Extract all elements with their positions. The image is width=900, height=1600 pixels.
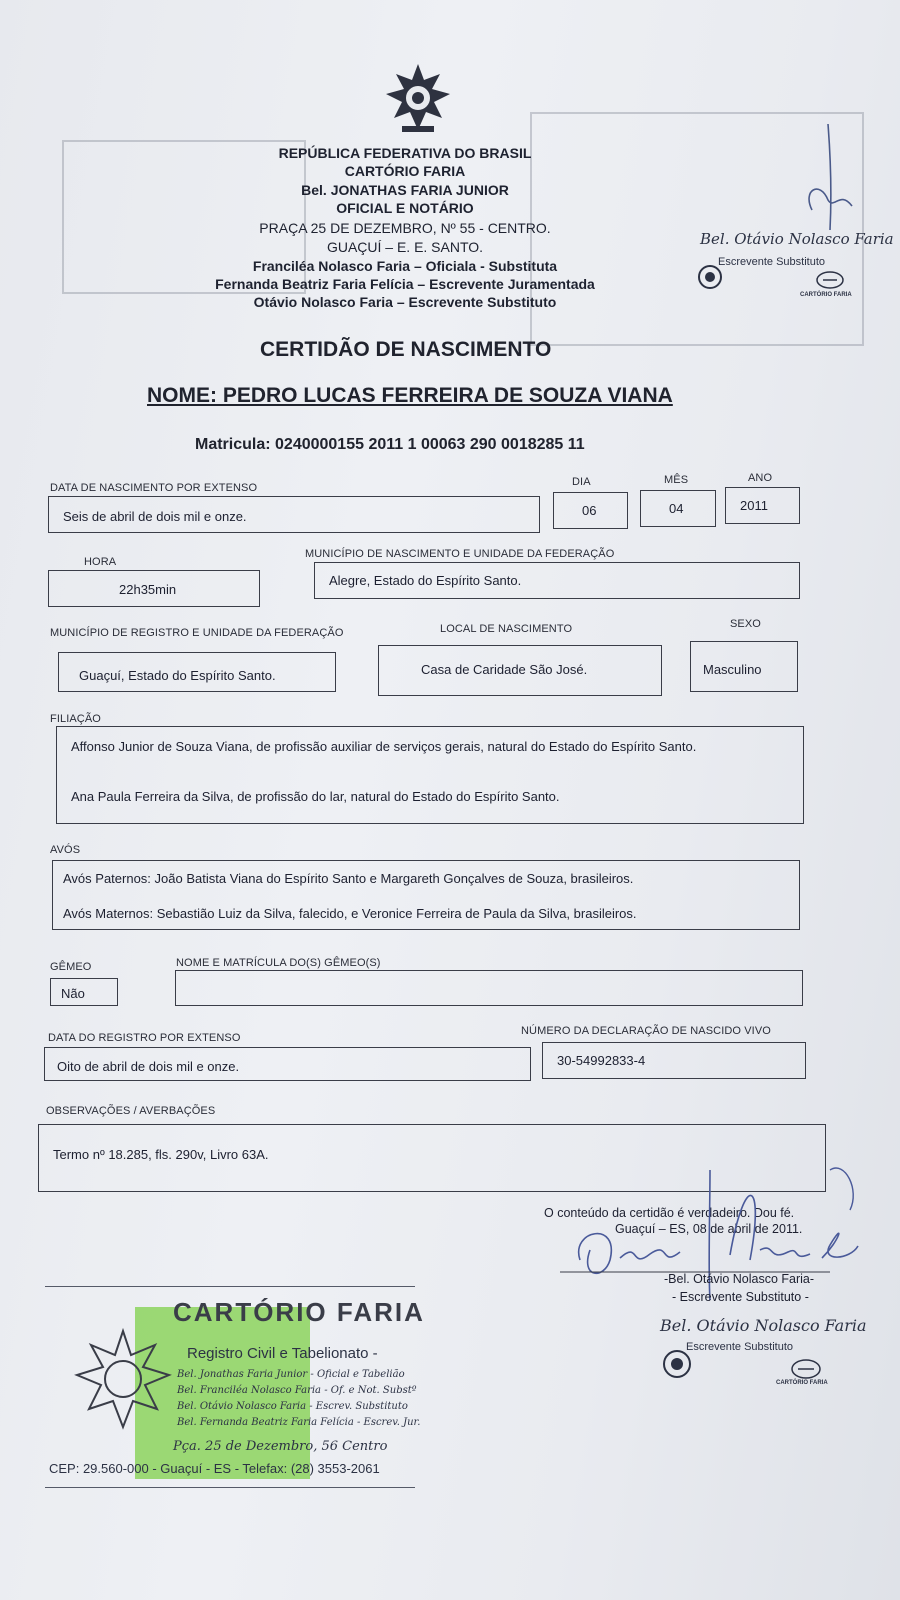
stamp-subtitle: Registro Civil e Tabelionato - [187, 1345, 378, 1362]
top-stamp-name: Bel. Otávio Nolasco Faria [700, 230, 894, 248]
header-bel: Bel. JONATHAS FARIA JUNIOR [301, 182, 509, 198]
header-republica: REPÚBLICA FEDERATIVA DO BRASIL [278, 145, 532, 161]
birth-date-field: Seis de abril de dois mil e onze. [48, 496, 540, 533]
day-label: DIA [572, 476, 591, 488]
time-field: 22h35min [48, 570, 260, 607]
top-stamp-seal-icon [695, 262, 725, 292]
father-text: Affonso Junior de Souza Viana, de profissão auxiliar de serviços gerais, natural do Estado do Espírito Santo. [71, 739, 697, 754]
twin-name-field [175, 970, 803, 1006]
top-stamp-logo: CARTÓRIO FARIA [800, 292, 852, 298]
birth-place-label: LOCAL DE NASCIMENTO [440, 623, 573, 635]
twin-field: Não [50, 978, 118, 1006]
stamp-coat-of-arms-icon [73, 1327, 173, 1437]
twin-label: GÊMEO [50, 961, 92, 973]
registry-date-field: Oito de abril de dois mil e onze. [44, 1047, 531, 1081]
registry-date-label: DATA DO REGISTRO POR EXTENSO [48, 1032, 241, 1044]
sig-stamp-logo: CARTÓRIO FARIA [776, 1380, 828, 1386]
registrant-name: NOME: PEDRO LUCAS FERREIRA DE SOUZA VIANA [147, 384, 673, 407]
header-escrevente: Otávio Nolasco Faria – Escrevente Substituto [253, 294, 557, 310]
attestation-line: O conteúdo da certidão é verdadeiro. Dou fé. [544, 1206, 795, 1220]
matricula-number: Matricula: 0240000155 2011 1 00063 290 0018285 11 [195, 436, 585, 453]
stamp-line-4: Bel. Fernanda Beatriz Faria Felícia - Escrev. Jur. [177, 1417, 421, 1428]
parents-label: FILIAÇÃO [50, 713, 101, 725]
sig-stamp-seal-icon [660, 1347, 694, 1381]
parents-field [56, 726, 804, 824]
dnv-field: 30-54992833-4 [542, 1042, 806, 1079]
sig-stamp-logo-icon [790, 1358, 822, 1380]
header-oficial: OFICIAL E NOTÁRIO [336, 200, 474, 216]
notes-field: Termo nº 18.285, fls. 290v, Livro 63A. [38, 1124, 826, 1192]
header-cidade: GUAÇUÍ – E. E. SANTO. [326, 239, 484, 255]
birth-city-field: Alegre, Estado do Espírito Santo. [314, 562, 800, 599]
top-stamp-role: Escrevente Substituto [718, 256, 826, 268]
stamp-line-2: Bel. Franciléa Nolasco Faria - Of. e Not. Substº [177, 1385, 417, 1396]
place-date-line: Guaçuí – ES, 08 de abril de 2011. [615, 1222, 803, 1236]
signer-name: -Bel. Otávio Nolasco Faria- [664, 1272, 815, 1286]
header-juramentada: Fernanda Beatriz Faria Felícia – Escrevente Juramentada [215, 276, 595, 292]
registry-city-field: Guaçuí, Estado do Espírito Santo. [58, 652, 336, 692]
registry-city-label: MUNICÍPIO DE REGISTRO E UNIDADE DA FEDERAÇÃO [50, 627, 344, 639]
notes-label: OBSERVAÇÕES / AVERBAÇÕES [46, 1105, 216, 1117]
document-title: CERTIDÃO DE NASCIMENTO [260, 338, 552, 361]
cartorio-stamp [45, 1286, 425, 1488]
grandparents-label: AVÓS [50, 844, 81, 856]
header-endereco: PRAÇA 25 DE DEZEMBRO, Nº 55 - CENTRO. [259, 220, 551, 236]
birth-city-label: MUNICÍPIO DE NASCIMENTO E UNIDADE DA FEDERAÇÃO [305, 548, 615, 560]
signature-main [560, 1150, 860, 1310]
grandparents-field [52, 860, 800, 930]
header-cartorio: CARTÓRIO FARIA [344, 163, 466, 179]
twin-name-label: NOME E MATRÍCULA DO(S) GÊMEO(S) [176, 957, 381, 969]
header-substituta: Franciléa Nolasco Faria – Oficiala - Substituta [252, 258, 558, 274]
stamp-address: Pça. 25 de Dezembro, 56 Centro [173, 1439, 388, 1454]
birth-place-field: Casa de Caridade São José. [378, 645, 662, 696]
stamp-contact: CEP: 29.560-000 - Guaçuí - ES - Telefax: (28) 3553-2061 [49, 1461, 380, 1476]
sex-field: Masculino [690, 641, 798, 692]
month-field: 04 [640, 490, 716, 527]
sex-label: SEXO [730, 618, 761, 630]
signature-top [800, 120, 860, 235]
birth-date-label: DATA DE NASCIMENTO POR EXTENSO [50, 482, 258, 494]
sig-stamp-name: Bel. Otávio Nolasco Faria [660, 1316, 867, 1335]
stamp-line-1: Bel. Jonathas Faria Junior - Oficial e Tabelião [177, 1369, 405, 1380]
year-label: ANO [748, 472, 773, 484]
mother-text: Ana Paula Ferreira da Silva, de profissão do lar, natural do Estado do Espírito Santo. [71, 789, 560, 804]
dnv-label: NÚMERO DA DECLARAÇÃO DE NASCIDO VIVO [521, 1025, 771, 1037]
paternal-grandparents: Avós Paternos: João Batista Viana do Espírito Santo e Margareth Gonçalves de Souza, brasileiros. [63, 871, 634, 886]
month-label: MÊS [664, 474, 689, 486]
stamp-line-3: Bel. Otávio Nolasco Faria - Escrev. Substituto [177, 1401, 408, 1412]
stamp-title: CARTÓRIO FARIA [173, 1297, 425, 1327]
top-stamp-logo-icon [815, 270, 845, 290]
year-field: 2011 [725, 487, 800, 524]
signer-role: - Escrevente Substituto - [672, 1290, 809, 1304]
day-field: 06 [553, 492, 628, 529]
coat-of-arms-icon [380, 62, 456, 138]
maternal-grandparents: Avós Maternos: Sebastião Luiz da Silva, falecido, e Veronice Ferreira de Paula da Silva, brasileiros. [63, 906, 637, 921]
time-label: HORA [84, 556, 117, 568]
sig-stamp-role: Escrevente Substituto [686, 1341, 794, 1353]
